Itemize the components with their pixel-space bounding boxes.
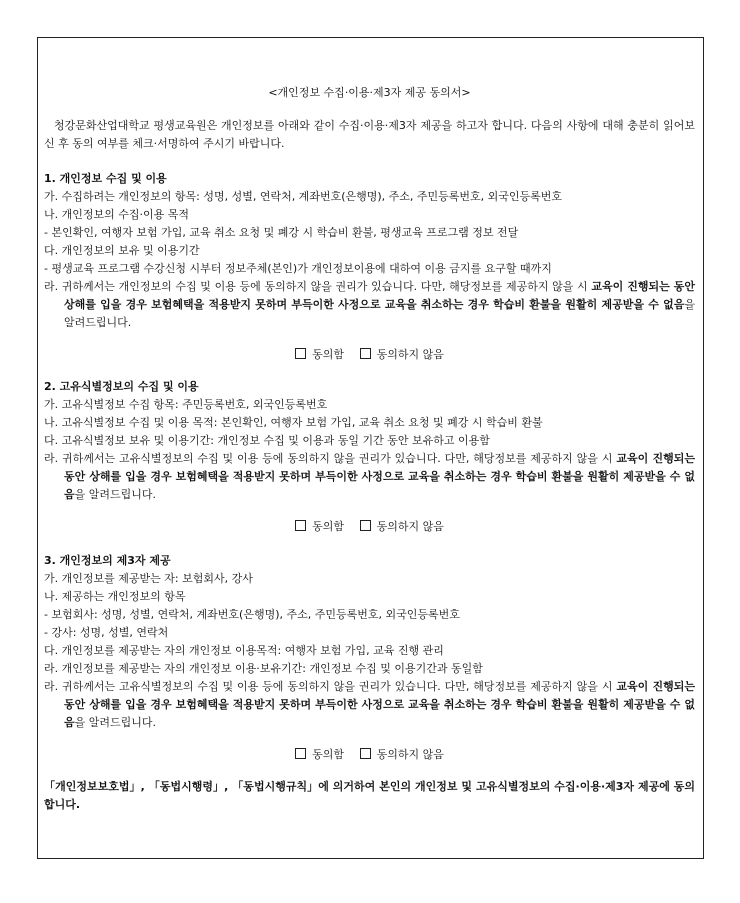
section-line: 다. 개인정보의 보유 및 이용기간 <box>44 244 200 257</box>
agree-label: 동의함 <box>312 748 345 761</box>
section-line: 나. 고유식별정보 수집 및 이용 목적: 본인확인, 여행자 보험 가입, 교육 취소 요청 및 폐강 시 학습비 환불 <box>44 416 543 429</box>
consent-options <box>44 518 695 536</box>
section-line: - 평생교육 프로그램 수강신청 시부터 정보주체(본인)가 개인정보이용에 대하여 이용 금지를 요구할 때까지 <box>44 262 552 275</box>
disagree-label: 동의하지 않음 <box>376 348 444 361</box>
section-heading: 3. 개인정보의 제3자 제공 <box>44 554 171 567</box>
agree-checkbox[interactable] <box>295 348 306 359</box>
consent-options <box>44 746 695 764</box>
section-personal-info <box>44 170 695 364</box>
agree-label: 동의함 <box>312 520 345 533</box>
section-line: 다. 개인정보를 제공받는 자의 개인정보 이용목적: 여행자 보험 가입, 교육 진행 관리 <box>44 644 444 657</box>
notice-emphasis: 교육이 진행되는 동안 상해를 입을 경우 보험혜택을 적용받지 못하며 부득이한 사정으로 교육을 취소하는 경우 학습비 환불을 원활히 제공받을 수 없음 <box>64 280 695 311</box>
intro-paragraph: 청강문화산업대학교 평생교육원은 개인정보를 아래와 같이 수집·이용·제3자 제공을 하고자 합니다. 다음의 사항에 대해 충분히 읽어보신 후 동의 여부를 체크·서명하여 주시기 바랍니다. <box>44 119 695 150</box>
disagree-checkbox[interactable] <box>360 748 371 759</box>
agree-checkbox[interactable] <box>295 520 306 531</box>
section-unique-id-info <box>44 378 695 536</box>
form-title: <개인정보 수집·이용·제3자 제공 동의서> <box>268 86 471 99</box>
agree-checkbox[interactable] <box>295 748 306 759</box>
disagree-label: 동의하지 않음 <box>376 520 444 533</box>
section-line: 가. 개인정보를 제공받는 자: 보험회사, 강사 <box>44 572 253 585</box>
disagree-option[interactable] <box>360 518 444 536</box>
agree-option[interactable] <box>295 746 344 764</box>
section-line: 다. 고유식별정보 보유 및 이용기간: 개인정보 수집 및 이용과 동일 기간 동안 보유하고 이용함 <box>44 434 490 447</box>
notice-text: 을 알려드립니다. <box>74 488 157 501</box>
section-line: 나. 개인정보의 수집·이용 목적 <box>44 208 189 221</box>
final-consent-statement: 「개인정보보호법」, 「동법시행령」, 「동법시행규칙」에 의거하여 본인의 개인정보 및 고유식별정보의 수집·이용·제3자 제공에 동의합니다. <box>44 780 695 811</box>
section-line: - 강사: 성명, 성별, 연락처 <box>44 626 169 639</box>
section-line: - 보험회사: 성명, 성별, 연락처, 계좌번호(은행명), 주소, 주민등록번호, 외국인등록번호 <box>44 608 460 621</box>
section-heading: 2. 고유식별정보의 수집 및 이용 <box>44 380 199 393</box>
section-line: 가. 고유식별정보 수집 항목: 주민등록번호, 외국인등록번호 <box>44 398 328 411</box>
disagree-option[interactable] <box>360 346 444 364</box>
agree-option[interactable] <box>295 518 344 536</box>
rights-notice <box>44 450 695 504</box>
section-third-party <box>44 552 695 764</box>
section-line: - 본인확인, 여행자 보험 가입, 교육 취소 요청 및 폐강 시 학습비 환불, 평생교육 프로그램 정보 전달 <box>44 226 519 239</box>
rights-notice <box>44 278 695 332</box>
disagree-option[interactable] <box>360 746 444 764</box>
section-line: 나. 제공하는 개인정보의 항목 <box>44 590 186 603</box>
notice-text: 라. 귀하께서는 고유식별정보의 수집 및 이용 등에 동의하지 않을 권리가 있습니다. 다만, 해당정보를 제공하지 않을 시 <box>44 452 617 465</box>
consent-options <box>44 346 695 364</box>
disagree-checkbox[interactable] <box>360 348 371 359</box>
notice-text: 을 알려드립니다. <box>74 716 157 729</box>
notice-text: 라. 귀하께서는 개인정보의 수집 및 이용 등에 동의하지 않을 권리가 있습니다. 다만, 해당정보를 제공하지 않을 시 <box>44 280 592 293</box>
section-heading: 1. 개인정보 수집 및 이용 <box>44 172 167 185</box>
notice-text: 라. 귀하께서는 고유식별정보의 수집 및 이용 등에 동의하지 않을 권리가 있습니다. 다만, 해당정보를 제공하지 않을 시 <box>44 680 617 693</box>
section-line: 라. 개인정보를 제공받는 자의 개인정보 이용·보유기간: 개인정보 수집 및 이용기간과 동일함 <box>44 662 483 675</box>
notice-emphasis: 교육이 진행되는 동안 상해를 입을 경우 보험혜택을 적용받지 못하며 부득이한 사정으로 교육을 취소하는 경우 학습비 환불을 원활히 제공받을 수 없음 <box>64 452 695 501</box>
disagree-checkbox[interactable] <box>360 520 371 531</box>
notice-emphasis: 교육이 진행되는 동안 상해를 입을 경우 보험혜택을 적용받지 못하며 부득이한 사정으로 교육을 취소하는 경우 학습비 환불을 원활히 제공받을 수 없음 <box>64 680 695 729</box>
consent-form <box>37 37 704 859</box>
disagree-label: 동의하지 않음 <box>376 748 444 761</box>
section-line: 가. 수집하려는 개인정보의 항목: 성명, 성별, 연락처, 계좌번호(은행명), 주소, 주민등록번호, 외국인등록번호 <box>44 190 563 203</box>
agree-label: 동의함 <box>312 348 345 361</box>
rights-notice <box>44 678 695 732</box>
notice-text: 을 알려드립니다. <box>64 298 695 329</box>
agree-option[interactable] <box>295 346 344 364</box>
